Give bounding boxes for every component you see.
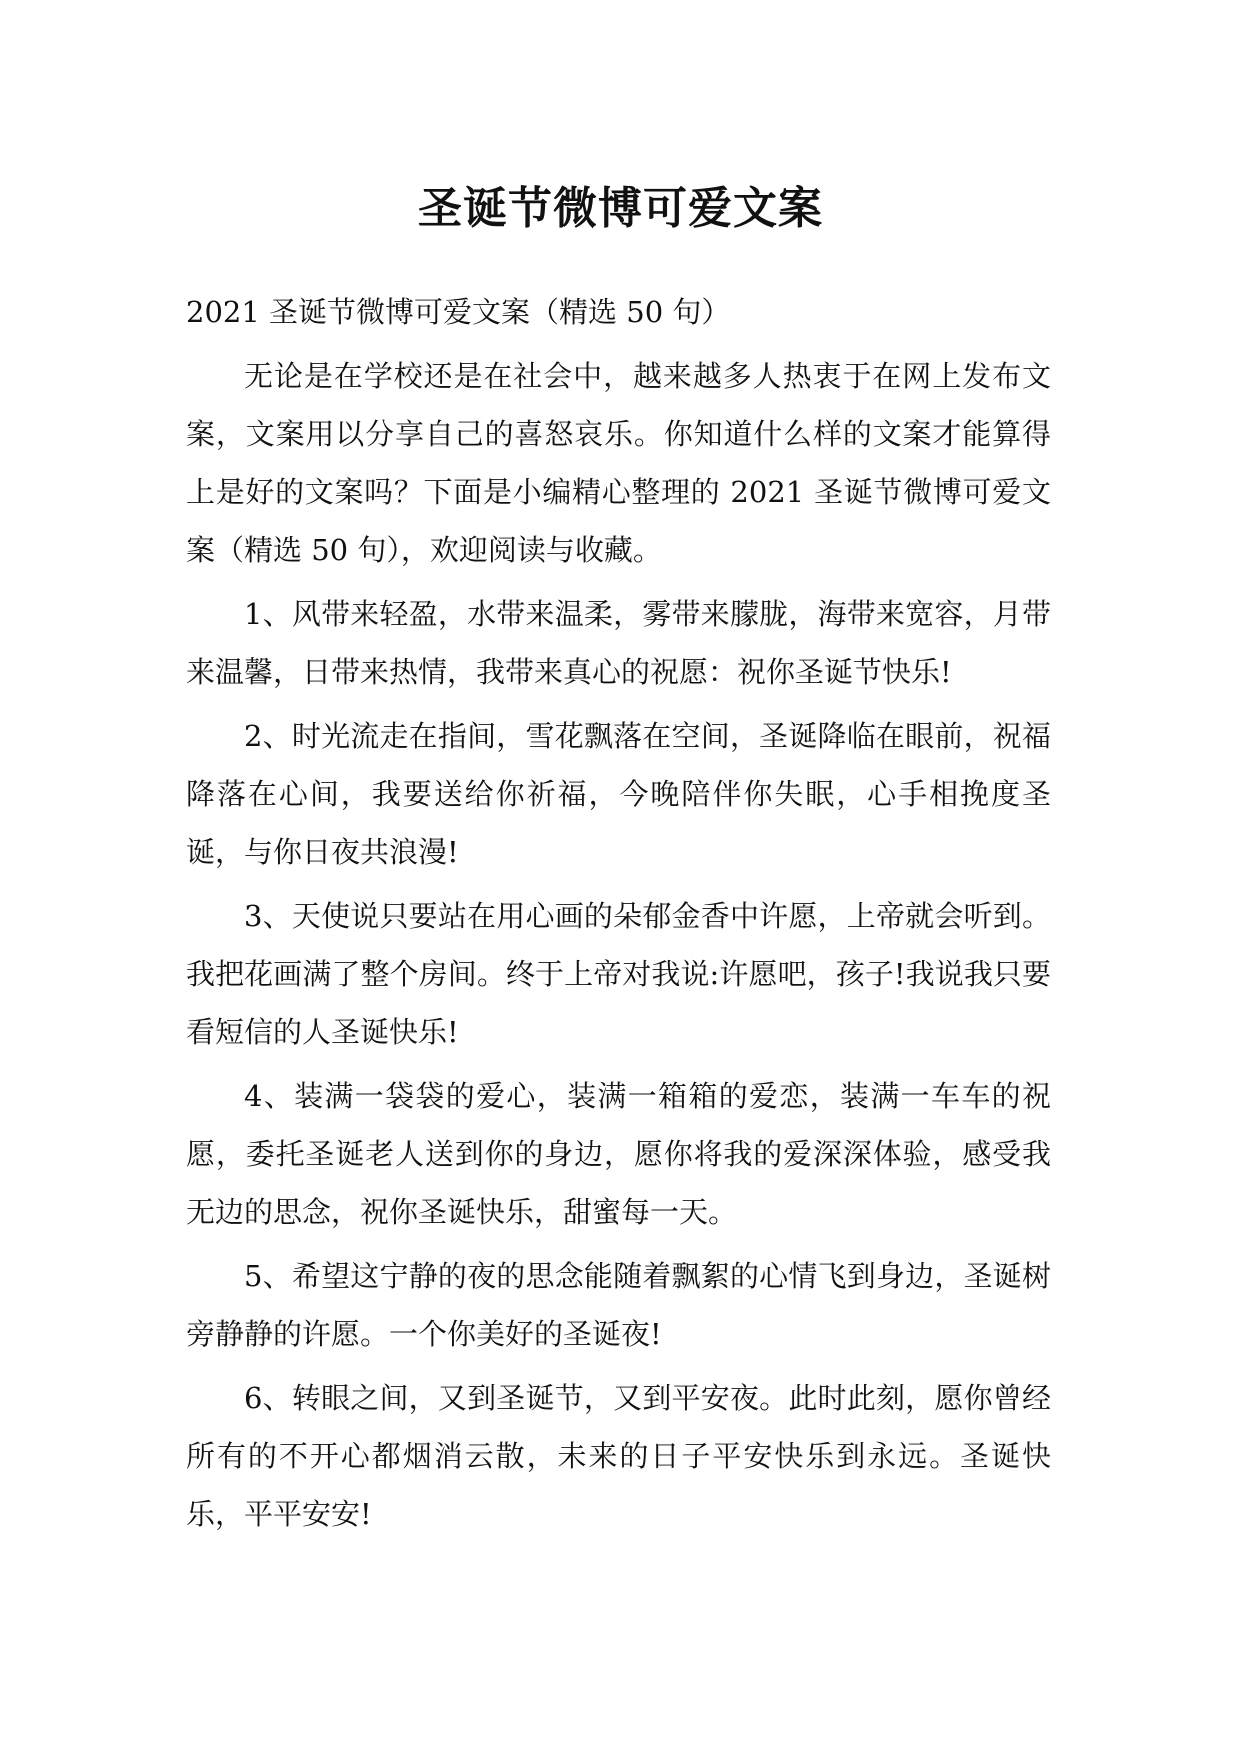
page-title: 圣诞节微博可爱文案 — [418, 183, 823, 235]
paragraph-5: 5、希望这宁静的夜的思念能随着飘絮的心情飞到身边，圣诞树旁静静的许愿。一个你美好的圣诞夜! — [186, 1259, 1051, 1351]
document-subtitle: 2021 圣诞节微博可爱文案（精选 50 句） — [186, 295, 731, 329]
paragraph-4: 4、装满一袋袋的爱心，装满一箱箱的爱恋，装满一车车的祝愿，委托圣诞老人送到你的身边，愿你将我的爱深深体验，感受我无边的思念，祝你圣诞快乐，甜蜜每一天。 — [186, 1079, 1051, 1229]
paragraph-3: 3、天使说只要站在用心画的朵郁金香中许愿，上帝就会听到。我把花画满了整个房间。终于上帝对我说:许愿吧，孩子!我说我只要看短信的人圣诞快乐! — [186, 899, 1051, 1049]
paragraph-6: 6、转眼之间，又到圣诞节，又到平安夜。此时此刻，愿你曾经所有的不开心都烟消云散，未来的日子平安快乐到永远。圣诞快乐，平平安安! — [186, 1381, 1051, 1531]
intro-paragraph: 无论是在学校还是在社会中，越来越多人热衷于在网上发布文案，文案用以分享自己的喜怒哀乐。你知道什么样的文案才能算得上是好的文案吗？下面是小编精心整理的 2021 圣诞节微博可爱文案（精选 50 句），欢迎阅读与收藏。 — [186, 359, 1051, 567]
document-body — [186, 283, 1051, 1549]
paragraph-2: 2、时光流走在指间，雪花飘落在空间，圣诞降临在眼前，祝福降落在心间，我要送给你祈福，今晚陪伴你失眠，心手相挽度圣诞，与你日夜共浪漫! — [186, 719, 1051, 869]
paragraph-1: 1、风带来轻盈，水带来温柔，雾带来朦胧，海带来宽容，月带来温馨，日带来热情，我带来真心的祝愿：祝你圣诞节快乐! — [186, 597, 1051, 689]
